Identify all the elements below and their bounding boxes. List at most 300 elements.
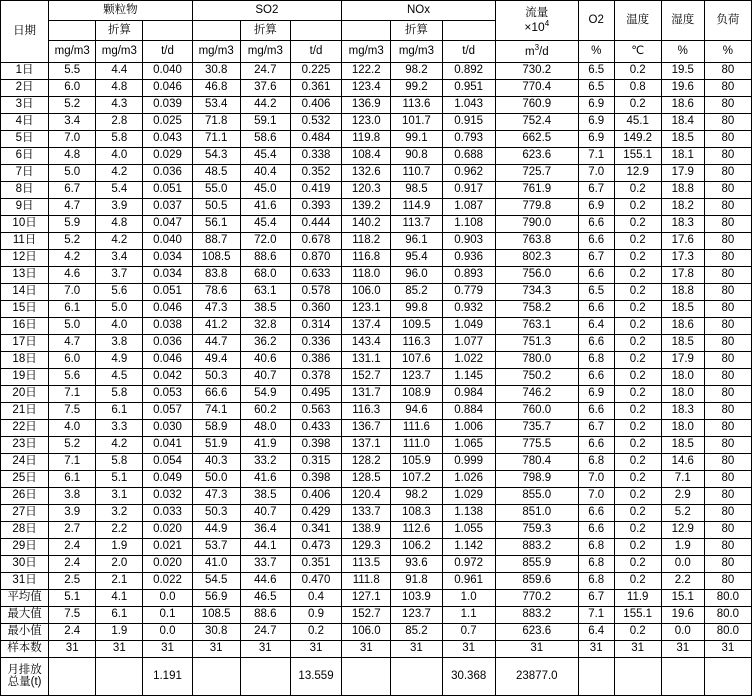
flow-unit-m: m	[524, 46, 535, 59]
cell-so2-td: 0.419	[290, 182, 341, 199]
table-row	[1, 403, 752, 420]
cell-so2-converted: 44.1	[240, 539, 290, 556]
row-date: 17日	[1, 335, 49, 352]
cell-pm-converted: 3.9	[96, 199, 143, 216]
cell-nox-raw: 116.8	[342, 250, 391, 267]
cell-so2-raw: 44.9	[192, 522, 240, 539]
cell-flow: 883.2	[495, 607, 578, 624]
table-row	[1, 641, 752, 658]
cell-nox-converted: 98.5	[391, 182, 442, 199]
cell-temp: 0.2	[614, 556, 661, 573]
cell-so2-raw: 71.1	[192, 131, 240, 148]
cell-nox-converted: 31	[391, 641, 442, 658]
cell-nox-raw: 106.0	[342, 284, 391, 301]
cell-nox-td: 0.688	[442, 148, 495, 165]
cell-pm-converted: 6.1	[96, 607, 143, 624]
cell-so2-raw: 41.0	[192, 556, 240, 573]
cell-o2: 7.0	[578, 488, 614, 505]
cell-so2-td: 0.360	[290, 301, 341, 318]
cell-nox-raw: 137.4	[342, 318, 391, 335]
cell-nox-converted: 99.1	[391, 131, 442, 148]
cell-so2-raw: 56.9	[192, 590, 240, 607]
cell-nox-raw: 113.5	[342, 556, 391, 573]
cell-nox-raw: 131.7	[342, 386, 391, 403]
cell-load: 31	[704, 641, 751, 658]
row-date: 21日	[1, 403, 49, 420]
cell-pm-converted: 3.8	[96, 335, 143, 352]
cell-temp: 0.2	[614, 352, 661, 369]
cell-so2-raw: 47.3	[192, 488, 240, 505]
table-row	[1, 539, 752, 556]
cell-so2-converted: 40.7	[240, 369, 290, 386]
table-row	[1, 250, 752, 267]
so2-converted: 折算	[240, 21, 290, 41]
cell-humidity: 2.9	[661, 488, 704, 505]
cell-nox-td: 0.962	[442, 165, 495, 182]
totals-label-1: 月排放	[7, 664, 42, 676]
cell-o2: 6.9	[578, 199, 614, 216]
cell-nox-td: 1.142	[442, 539, 495, 556]
cell-flow: 730.2	[495, 63, 578, 80]
cell-pm-td: 0.033	[143, 505, 192, 522]
cell-pm-converted: 3.4	[96, 250, 143, 267]
cell-so2-td: 0.563	[290, 403, 341, 420]
unit-flow	[495, 41, 578, 63]
cell-so2-converted: 88.6	[240, 250, 290, 267]
cell-nox-converted: 98.2	[391, 63, 442, 80]
cell-so2-td: 0.4	[290, 590, 341, 607]
cell-pm-raw: 4.0	[49, 420, 96, 437]
cell-o2: 6.6	[578, 301, 614, 318]
cell-so2-raw: 53.4	[192, 97, 240, 114]
cell-flow: 751.3	[495, 335, 578, 352]
table-row	[1, 590, 752, 607]
flow-unit-m-exp: 3	[534, 43, 540, 53]
cell-humidity: 18.0	[661, 386, 704, 403]
row-date: 31日	[1, 573, 49, 590]
cell-flow: 760.9	[495, 97, 578, 114]
cell-flow: 760.0	[495, 403, 578, 420]
flow-unit-perday: /d	[539, 46, 549, 59]
cell-flow: 756.0	[495, 267, 578, 284]
row-date: 15日	[1, 301, 49, 318]
table-row	[1, 471, 752, 488]
cell-pm-raw: 2.4	[49, 539, 96, 556]
cell-pm-td: 0.046	[143, 301, 192, 318]
cell-nox-converted: 111.0	[391, 437, 442, 454]
cell-nox-td: 1.087	[442, 199, 495, 216]
cell-o2: 6.6	[578, 522, 614, 539]
cell-load: 80	[704, 199, 751, 216]
cell-o2: 6.8	[578, 352, 614, 369]
cell-nox-td: 1.043	[442, 97, 495, 114]
cell-nox-td: 0.903	[442, 233, 495, 250]
cell-flow: 798.9	[495, 471, 578, 488]
cell-so2-raw: 50.0	[192, 471, 240, 488]
cell-nox-raw: 111.8	[342, 573, 391, 590]
cell-o2: 6.4	[578, 624, 614, 641]
cell-pm-td: 0.040	[143, 63, 192, 80]
cell-pm-td: 0.020	[143, 522, 192, 539]
cell-pm-raw: 4.2	[49, 250, 96, 267]
cell-temp: 0.2	[614, 420, 661, 437]
cell-so2-td: 0.351	[290, 556, 341, 573]
cell-load: 80.0	[704, 607, 751, 624]
cell-humidity: 14.6	[661, 454, 704, 471]
table-row	[1, 148, 752, 165]
cell-nox-raw: 118.2	[342, 233, 391, 250]
unit-so2-td: t/d	[290, 41, 341, 63]
header-date: 日期	[1, 1, 49, 63]
cell-pm-raw: 6.1	[49, 471, 96, 488]
cell-pm-td: 0.046	[143, 80, 192, 97]
cell-pm-td: 0.043	[143, 131, 192, 148]
cell-o2: 6.5	[578, 80, 614, 97]
cell-temp: 0.8	[614, 80, 661, 97]
cell-temp: 0.2	[614, 437, 661, 454]
cell-temp: 0.2	[614, 624, 661, 641]
cell-nox-td: 0.915	[442, 114, 495, 131]
cell-load: 80.0	[704, 624, 751, 641]
cell-so2-converted: 45.0	[240, 182, 290, 199]
cell-load: 80	[704, 437, 751, 454]
header-flow-unit-a	[496, 20, 578, 33]
row-date: 1日	[1, 63, 49, 80]
so2-raw-blank	[192, 21, 240, 41]
cell-pm-raw: 7.5	[49, 403, 96, 420]
cell-nox-raw: 136.7	[342, 420, 391, 437]
cell-o2: 6.5	[578, 284, 614, 301]
cell-humidity: 19.6	[661, 607, 704, 624]
cell-o2: 6.8	[578, 454, 614, 471]
cell-o2: 7.1	[578, 148, 614, 165]
unit-so2-conv: mg/m3	[240, 41, 290, 63]
cell-nox-converted: 105.9	[391, 454, 442, 471]
cell-humidity: 15.1	[661, 590, 704, 607]
unit-pm-td: t/d	[143, 41, 192, 63]
cell-nox-td: 1.049	[442, 318, 495, 335]
pm-td-blank	[143, 21, 192, 41]
cell-so2-raw: 66.6	[192, 386, 240, 403]
cell-flow: 802.3	[495, 250, 578, 267]
cell-temp: 0.2	[614, 199, 661, 216]
cell-so2-converted: 88.6	[240, 607, 290, 624]
cell-pm-raw: 6.0	[49, 80, 96, 97]
cell-so2-raw: 108.5	[192, 607, 240, 624]
cell-nox-raw: 116.3	[342, 403, 391, 420]
cell-so2-converted: 38.5	[240, 488, 290, 505]
cell-nox-td: 1.077	[442, 335, 495, 352]
cell-nox-td: 1.138	[442, 505, 495, 522]
nox-td-blank	[442, 21, 495, 41]
cell-pm-td: 0.049	[143, 471, 192, 488]
table-row	[1, 522, 752, 539]
cell-so2-converted: 41.9	[240, 437, 290, 454]
row-date: 11日	[1, 233, 49, 250]
cell-so2-raw: 88.7	[192, 233, 240, 250]
cell-o2: 7.1	[578, 607, 614, 624]
cell-so2-td: 0.484	[290, 131, 341, 148]
row-date: 19日	[1, 369, 49, 386]
unit-pm-conv: mg/m3	[96, 41, 143, 63]
cell-nox-raw: 128.2	[342, 454, 391, 471]
cell-o2: 6.8	[578, 539, 614, 556]
cell-so2-converted: 38.5	[240, 301, 290, 318]
header-o2: O2	[578, 1, 614, 41]
cell-nox-converted: 101.7	[391, 114, 442, 131]
cell-pm-converted: 4.2	[96, 437, 143, 454]
cell-so2-converted: 44.6	[240, 573, 290, 590]
table-row	[1, 556, 752, 573]
cell-humidity: 17.3	[661, 250, 704, 267]
cell-pm-td: 0.041	[143, 437, 192, 454]
header-so2: SO2	[192, 1, 342, 21]
cell-pm-td: 0.036	[143, 165, 192, 182]
cell-pm-raw: 3.8	[49, 488, 96, 505]
cell-so2-raw: 78.6	[192, 284, 240, 301]
cell-nox-converted: 108.3	[391, 505, 442, 522]
cell-so2-converted: 46.5	[240, 590, 290, 607]
cell-pm-raw: 4.8	[49, 148, 96, 165]
cell-nox-converted: 85.2	[391, 284, 442, 301]
so2-td-blank	[290, 21, 341, 41]
cell-o2: 6.6	[578, 369, 614, 386]
cell-so2-raw: 54.3	[192, 148, 240, 165]
cell-nox-td: 1.026	[442, 471, 495, 488]
cell-so2-raw: 56.1	[192, 216, 240, 233]
cell-nox-converted: 98.2	[391, 488, 442, 505]
cell-temp: 0.2	[614, 471, 661, 488]
cell-load: 80	[704, 471, 751, 488]
table-row	[1, 318, 752, 335]
cell-temp: 155.1	[614, 148, 661, 165]
table-row	[1, 131, 752, 148]
cell-pm-raw: 5.2	[49, 233, 96, 250]
row-date: 6日	[1, 148, 49, 165]
row-date: 22日	[1, 420, 49, 437]
cell-so2-raw: 83.8	[192, 267, 240, 284]
cell-so2-raw: 48.5	[192, 165, 240, 182]
row-date: 8日	[1, 182, 49, 199]
cell-nox-raw: 106.0	[342, 624, 391, 641]
row-date: 14日	[1, 284, 49, 301]
cell-o2: 6.8	[578, 556, 614, 573]
cell-load: 80	[704, 80, 751, 97]
cell-pm-td: 0.025	[143, 114, 192, 131]
cell-temp: 0.2	[614, 250, 661, 267]
cell-nox-converted: 94.6	[391, 403, 442, 420]
table-row	[1, 80, 752, 97]
flow-unit-exp: 4	[544, 18, 550, 28]
cell-temp: 0.2	[614, 301, 661, 318]
cell-so2-converted: 33.2	[240, 454, 290, 471]
cell-nox-raw: 31	[342, 641, 391, 658]
table-row	[1, 624, 752, 641]
cell-nox-raw: 123.0	[342, 114, 391, 131]
totals-blank	[704, 658, 751, 696]
cell-pm-converted: 2.0	[96, 556, 143, 573]
table-row	[1, 437, 752, 454]
row-date: 7日	[1, 165, 49, 182]
table-row	[1, 114, 752, 131]
cell-so2-converted: 40.7	[240, 505, 290, 522]
cell-temp: 0.2	[614, 267, 661, 284]
cell-nox-raw: 120.3	[342, 182, 391, 199]
cell-nox-converted: 114.9	[391, 199, 442, 216]
cell-nox-td: 0.917	[442, 182, 495, 199]
cell-nox-td: 1.0	[442, 590, 495, 607]
cell-so2-converted: 63.1	[240, 284, 290, 301]
cell-pm-td: 0.030	[143, 420, 192, 437]
cell-pm-raw: 2.4	[49, 624, 96, 641]
cell-humidity: 18.3	[661, 216, 704, 233]
cell-pm-converted: 5.8	[96, 386, 143, 403]
cell-pm-raw: 4.7	[49, 199, 96, 216]
cell-so2-td: 31	[290, 641, 341, 658]
totals-nox: 30.368	[442, 658, 495, 696]
cell-pm-converted: 31	[96, 641, 143, 658]
cell-pm-td: 0.057	[143, 403, 192, 420]
cell-so2-converted: 58.6	[240, 131, 290, 148]
header-temp: 温度	[614, 1, 661, 41]
cell-nox-converted: 96.0	[391, 267, 442, 284]
cell-pm-td: 0.051	[143, 182, 192, 199]
cell-load: 80	[704, 216, 751, 233]
cell-load: 80	[704, 369, 751, 386]
cell-humidity: 0.0	[661, 624, 704, 641]
table-row	[1, 267, 752, 284]
cell-pm-raw: 5.6	[49, 369, 96, 386]
cell-humidity: 1.9	[661, 539, 704, 556]
row-date: 20日	[1, 386, 49, 403]
cell-so2-td: 0.406	[290, 97, 341, 114]
cell-o2: 6.6	[578, 267, 614, 284]
row-date: 平均值	[1, 590, 49, 607]
cell-pm-converted: 4.5	[96, 369, 143, 386]
cell-humidity: 17.6	[661, 233, 704, 250]
cell-so2-converted: 41.6	[240, 471, 290, 488]
cell-nox-converted: 112.6	[391, 522, 442, 539]
cell-nox-raw: 119.8	[342, 131, 391, 148]
cell-pm-td: 0.053	[143, 386, 192, 403]
cell-humidity: 5.2	[661, 505, 704, 522]
cell-nox-raw: 108.4	[342, 148, 391, 165]
cell-nox-raw: 140.2	[342, 216, 391, 233]
header-pm: 颗粒物	[49, 1, 192, 21]
cell-so2-raw: 51.9	[192, 437, 240, 454]
cell-so2-td: 0.678	[290, 233, 341, 250]
cell-load: 80	[704, 539, 751, 556]
header-load: 负荷	[704, 1, 751, 41]
cell-nox-converted: 85.2	[391, 624, 442, 641]
cell-flow: 855.9	[495, 556, 578, 573]
cell-flow: 752.4	[495, 114, 578, 131]
cell-pm-converted: 3.3	[96, 420, 143, 437]
cell-humidity: 18.0	[661, 369, 704, 386]
cell-pm-raw: 5.2	[49, 437, 96, 454]
totals-blank	[342, 658, 391, 696]
cell-so2-raw: 53.7	[192, 539, 240, 556]
cell-o2: 6.6	[578, 505, 614, 522]
totals-blank	[192, 658, 240, 696]
cell-load: 80	[704, 131, 751, 148]
table-row	[1, 284, 752, 301]
cell-load: 80	[704, 233, 751, 250]
cell-so2-raw: 46.8	[192, 80, 240, 97]
cell-nox-converted: 99.8	[391, 301, 442, 318]
cell-pm-td: 0.036	[143, 335, 192, 352]
cell-o2: 6.8	[578, 573, 614, 590]
row-date: 28日	[1, 522, 49, 539]
cell-nox-converted: 109.5	[391, 318, 442, 335]
cell-so2-raw: 54.5	[192, 573, 240, 590]
cell-pm-converted: 4.4	[96, 63, 143, 80]
cell-so2-converted: 45.4	[240, 216, 290, 233]
cell-humidity: 18.5	[661, 437, 704, 454]
cell-so2-td: 0.398	[290, 437, 341, 454]
cell-so2-td: 0.429	[290, 505, 341, 522]
cell-flow: 623.6	[495, 148, 578, 165]
cell-humidity: 18.0	[661, 420, 704, 437]
cell-so2-td: 0.336	[290, 335, 341, 352]
table-row	[1, 369, 752, 386]
cell-so2-converted: 40.4	[240, 165, 290, 182]
table-row	[1, 573, 752, 590]
cell-flow: 763.1	[495, 318, 578, 335]
cell-pm-td: 0.0	[143, 590, 192, 607]
row-date: 29日	[1, 539, 49, 556]
cell-nox-converted: 113.7	[391, 216, 442, 233]
cell-load: 80	[704, 505, 751, 522]
cell-so2-td: 0.378	[290, 369, 341, 386]
cell-pm-raw: 5.0	[49, 318, 96, 335]
cell-so2-converted: 41.6	[240, 199, 290, 216]
cell-o2: 6.4	[578, 318, 614, 335]
cell-nox-raw: 132.6	[342, 165, 391, 182]
cell-o2: 6.6	[578, 233, 614, 250]
cell-so2-converted: 37.6	[240, 80, 290, 97]
cell-so2-converted: 54.9	[240, 386, 290, 403]
cell-pm-raw: 7.0	[49, 131, 96, 148]
table-row	[1, 505, 752, 522]
unit-so2-raw: mg/m3	[192, 41, 240, 63]
cell-humidity: 18.8	[661, 182, 704, 199]
table-row	[1, 301, 752, 318]
cell-nox-converted: 99.2	[391, 80, 442, 97]
cell-pm-raw: 6.1	[49, 301, 96, 318]
cell-load: 80	[704, 318, 751, 335]
cell-nox-raw: 136.9	[342, 97, 391, 114]
cell-temp: 0.2	[614, 573, 661, 590]
cell-nox-converted: 111.6	[391, 420, 442, 437]
cell-so2-raw: 47.3	[192, 301, 240, 318]
cell-flow: 750.2	[495, 369, 578, 386]
cell-o2: 6.5	[578, 63, 614, 80]
table-row	[1, 165, 752, 182]
cell-so2-td: 0.473	[290, 539, 341, 556]
flow-unit-mult: ×10	[524, 19, 545, 34]
cell-temp: 0.2	[614, 369, 661, 386]
cell-pm-raw: 31	[49, 641, 96, 658]
cell-flow: 735.7	[495, 420, 578, 437]
cell-pm-converted: 5.0	[96, 301, 143, 318]
cell-so2-td: 0.338	[290, 148, 341, 165]
cell-pm-raw: 5.9	[49, 216, 96, 233]
cell-so2-td: 0.870	[290, 250, 341, 267]
row-date: 3日	[1, 97, 49, 114]
cell-pm-converted: 4.0	[96, 148, 143, 165]
cell-nox-converted: 91.8	[391, 573, 442, 590]
